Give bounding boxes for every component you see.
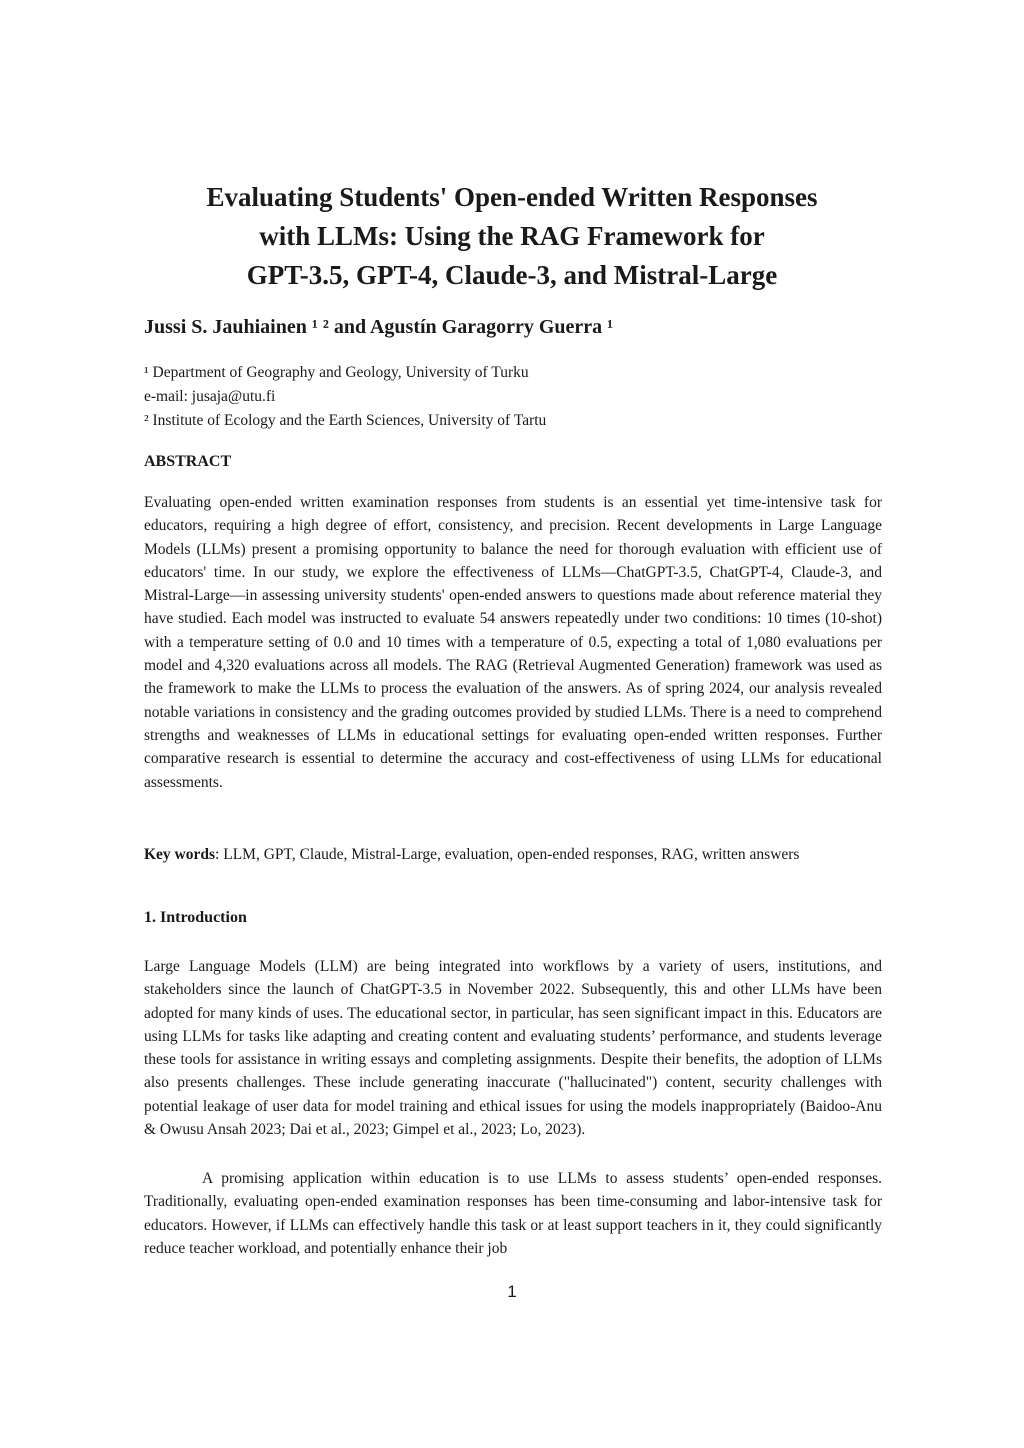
affiliation-tartu: ² Institute of Ecology and the Earth Sciences, University of Tartu (144, 412, 547, 429)
introduction-paragraph-1: Large Language Models (LLM) are being integrated into workflows by a variety of users, institutions, and stakeholders since the launch of ChatGPT-3.5 in November 2022. Subsequently, this and other LLMs have been adopted for many kinds of uses. The educational sector, in particular, has seen significant impact in this. Educators are using LLMs for tasks like adapting and creating content and evaluating students’ performance, and students leverage these tools for assistance in writing essays and completing assignments. Despite their benefits, the adoption of LLMs also presents challenges. These include generating inaccurate ("hallucinated") content, security challenges with potential leakage of user data for model training and ethical issues for using the models inappropriately (Baidoo-Anu & Owusu Ansah 2023; Dai et al., 2023; Gimpel et al., 2023; Lo, 2023). (144, 958, 882, 1139)
author-email: e-mail: jusaja@utu.fi (144, 388, 276, 405)
keywords-line (144, 844, 904, 866)
title-line-2: with LLMs: Using the RAG Framework for (259, 221, 765, 251)
page-number: 1 (507, 1282, 517, 1301)
abstract-body: Evaluating open-ended written examination responses from students is an essential yet time-intensive task for educators, requiring a high degree of effort, consistency, and precision. Recent developments in Large Language Models (LLMs) present a promising opportunity to balance the need for thorough evaluation with efficient use of educators' time. In our study, we explore the effectiveness of LLMs—ChatGPT-3.5, ChatGPT-4, Claude-3, and Mistral-Large—in assessing university students' open-ended answers to questions made about reference material they have studied. Each model was instructed to evaluate 54 answers repeatedly under two conditions: 10 times (10-shot) with a temperature setting of 0.0 and 10 times with a temperature of 0.5, expecting a total of 1,080 evaluations per model and 4,320 evaluations across all models. The RAG (Retrieval Augmented Generation) framework was used as the framework to make the LLMs to process the evaluation of the answers. As of spring 2024, our analysis revealed notable variations in consistency and the grading outcomes provided by studied LLMs. There is a need to comprehend strengths and weaknesses of LLMs in educational settings for evaluating open-ended written responses. Further comparative research is essential to determine the accuracy and cost-effectiveness of using LLMs for educational assessments. (144, 494, 882, 791)
paper-title (120, 178, 904, 295)
keywords-label: Key words (144, 846, 216, 863)
abstract-heading: ABSTRACT (144, 453, 232, 470)
author-list: Jussi S. Jauhiainen ¹ ² and Agustín Garagorry Guerra ¹ (144, 316, 614, 338)
title-line-3: GPT-3.5, GPT-4, Claude-3, and Mistral-Large (246, 260, 778, 290)
section-heading-introduction: 1. Introduction (144, 909, 247, 926)
title-line-1: Evaluating Students' Open-ended Written Responses (206, 182, 818, 212)
affiliation-turku: ¹ Department of Geography and Geology, University of Turku (144, 364, 529, 381)
introduction-paragraph-2: A promising application within education is to use LLMs to assess students’ open-ended responses. Traditionally, evaluating open-ended examination responses has been time-consuming and labor-intensive task for educators. However, if LLMs can effectively handle this task or at least support teachers in it, they could significantly reduce teacher workload, and potentially enhance their job (144, 1170, 882, 1257)
keywords-text: : LLM, GPT, Claude, Mistral-Large, evaluation, open-ended responses, RAG, written answers (215, 846, 800, 863)
